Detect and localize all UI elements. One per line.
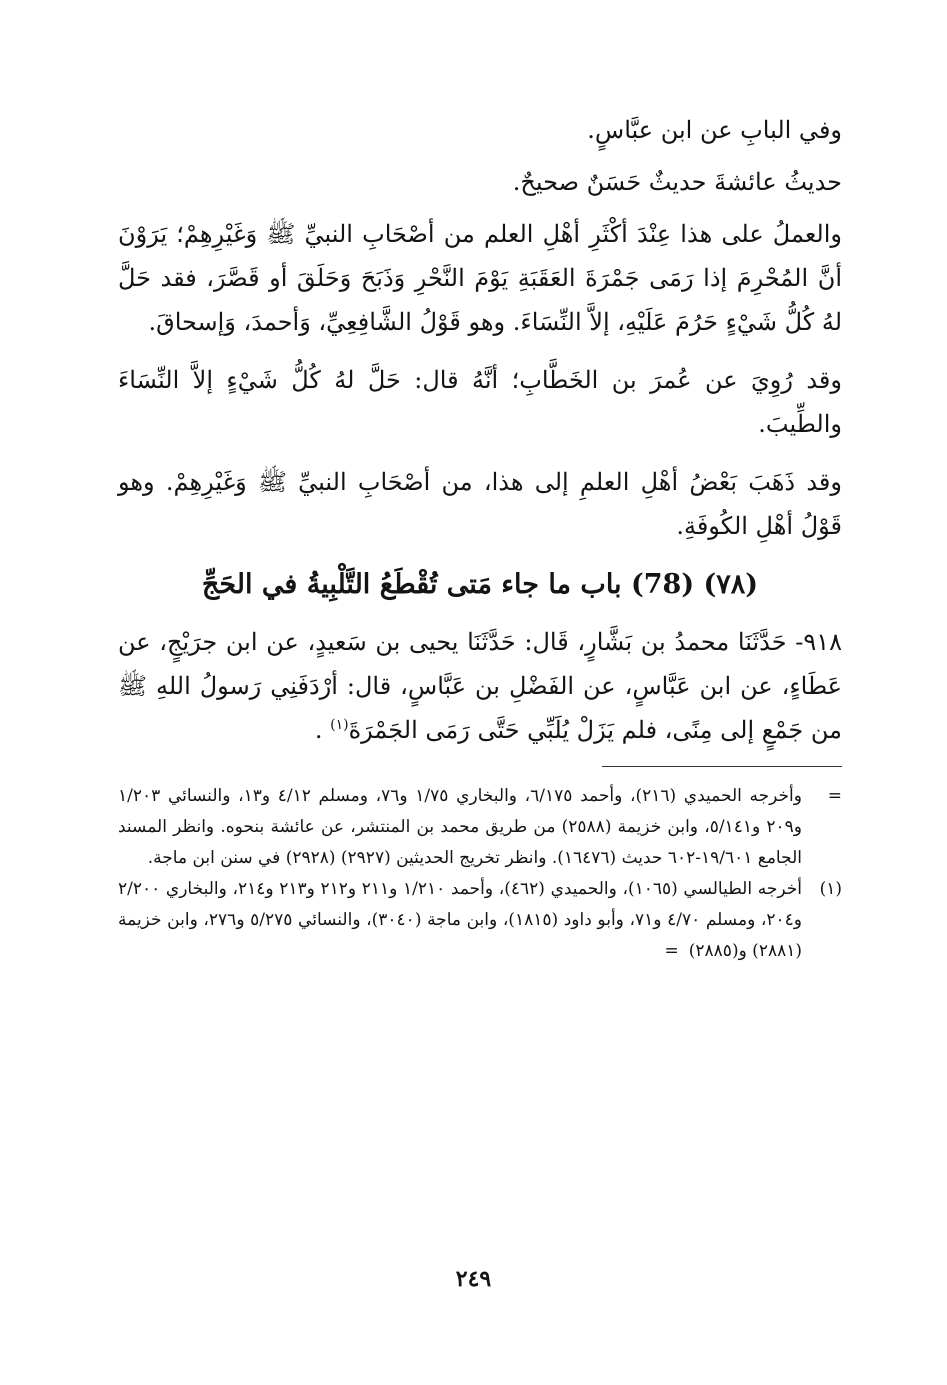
paragraph-amal: والعملُ على هذا عِنْدَ أكْثَرِ أهْلِ العلم من أصْحَابِ النبيِّ ﷺ وَغَيْرِهِمْ؛ يَرَوْنَ أنَّ المُحْرِمَ إذا رَمَى جَمْرَةَ العَقَبَةِ يَوْمَ النَّحْرِ وَذَبَحَ وَحَلَقَ أو قَصَّرَ، فقد حَلَّ لهُ كُلُّ شَيْءٍ حَرُمَ عَلَيْهِ، إلاَّ النِّسَاءَ. وهو قَوْلُ الشَّافِعِيِّ، وَأحمدَ، وَإسحاقَ.	[118, 220, 842, 336]
footnote-separator	[602, 766, 842, 767]
footnote-end-marker: =	[664, 941, 679, 961]
hadith-text: ٩١٨- حَدَّثَنَا محمدُ بن بَشَّارٍ، قَال: حَدَّثَنَا يحيى بن سَعيدٍ، عن ابن جرَيْجٍ، عن عَطَاءٍ، عن ابن عَبَّاسٍ، عن الفَضْلِ بن عَبَّاسٍ، قال: أرْدَفَنِي رَسولُ اللهِ ﷺ من جَمْعٍ إلى مِنًى، فلم يَزَلْ يُلَبِّي حَتَّى رَمَى الجَمْرَةَ	[118, 628, 842, 744]
footnote-1	[118, 874, 842, 967]
footnote-reference: (١)	[330, 717, 349, 733]
paragraph-bab: وفي البابِ عن ابن عبَّاسٍ.	[587, 116, 842, 144]
paragraph-hukm: حديثُ عائشةَ حديثٌ حَسَنٌ صحيحٌ.	[512, 168, 842, 196]
paragraph-kufa: وقد ذَهَبَ بَعْضُ أهْلِ العلمِ إلى هذا، من أصْحَابِ النبيِّ ﷺ وَغَيْرِهِمْ. وهو قَوْلُ أهْلِ الكُوفَةِ.	[118, 468, 842, 540]
footnote-text	[118, 874, 802, 967]
chapter-heading: (٧٨) (78) باب ما جاء مَتى تُقْطَعُ التَّلْبِيةُ في الحَجِّ	[201, 569, 759, 600]
hadith-918	[118, 620, 842, 752]
page-number: ٢٤٩	[455, 1266, 492, 1292]
footnote-marker: =	[827, 786, 842, 806]
footnote-marker: (١)	[819, 879, 842, 899]
footnote-text: وأخرجه الحميدي (٢١٦)، وأحمد ٦/١٧٥، والبخاري ١/٧٥ و٧٦، ومسلم ٤/١٢ و١٣، والنسائي ١/٢٠٣ و٢٠٩ و٥/١٤١، وابن خزيمة (٢٥٨٨) من طريق محمد بن المنتشر، عن عائشة بنحوه. وانظر المسند الجامع ١٩/٦٠١-٦٠٢ حديث (١٦٤٧٦). وانظر تخريج الحديثين (٢٩٢٧) (٢٩٢٨) في سنن ابن ماجة.	[118, 786, 802, 868]
footnotes	[118, 781, 842, 967]
footnote-continuation	[118, 781, 842, 874]
paragraph-umar: وقد رُوِيَ عن عُمرَ بن الخَطَّابِ؛ أنَّهُ قال: حَلَّ لهُ كُلُّ شَيْءٍ إلاَّ النِّسَاءَ والطِّيبَ.	[118, 366, 842, 438]
page-body	[118, 108, 842, 967]
hadith-end: .	[314, 716, 323, 744]
footnote-body: أخرجه الطيالسي (١٠٦٥)، والحميدي (٤٦٢)، وأحمد ١/٢١٠ و٢١١ و٢١٢ و٢١٣ و٢١٤، والبخاري ٢/٢٠٠ و٢٠٤، ومسلم ٤/٧٠ و٧١، وأبو داود (١٨١٥)، وابن ماجة (٣٠٤٠)، والنسائي ٥/٢٧٥ و٢٧٦، وابن خزيمة (٢٨٨١) و(٢٨٨٥)	[118, 879, 803, 961]
